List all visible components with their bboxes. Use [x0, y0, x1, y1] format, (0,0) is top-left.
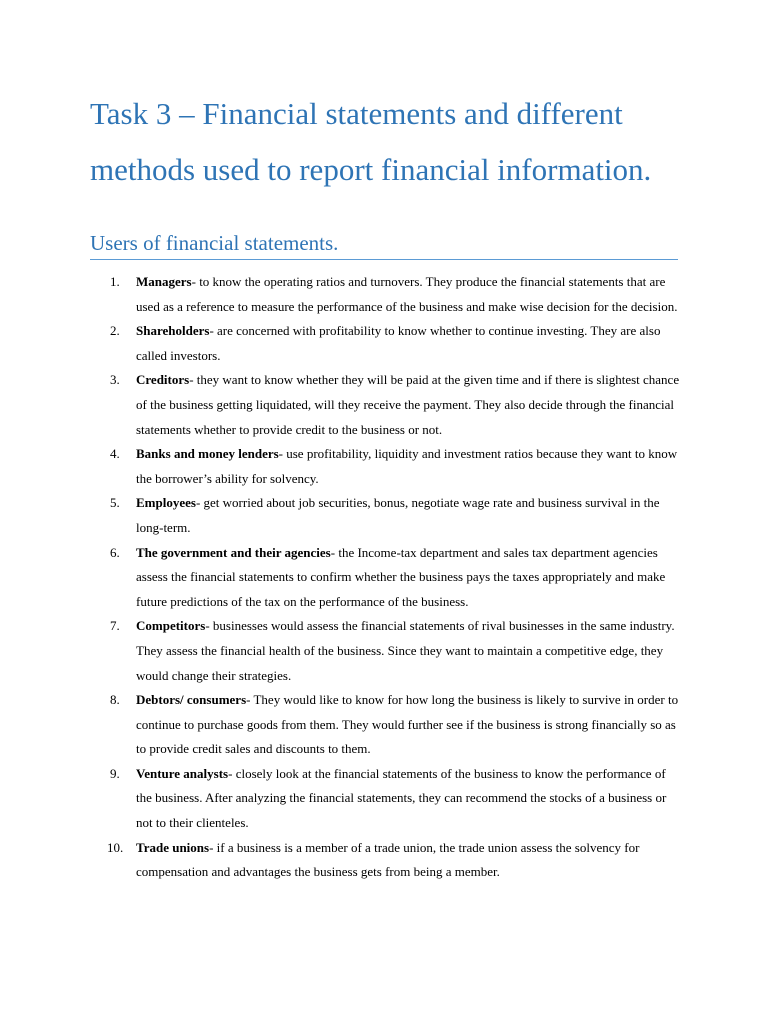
list-text: - they want to know whether they will be paid at the given time and if there is slightest chance of the business getting liquidated, will they receive the payment. They also decide through the financial statements whether to provide credit to the business or not.	[136, 372, 680, 437]
list-text: - closely look at the financial statements of the business to know the performance of the business. After analyzing the financial statements, they can recommend the stocks of a business or not to their clienteles.	[136, 765, 667, 831]
list-text: - They would like to know for how long the business is likely to survive in order to continue to purchase goods from them. They would further see if the business is strong financially so as to provide credit sales and discounts to them.	[136, 692, 679, 757]
list-text: - to know the operating ratios and turnovers. They produce the financial statements that are used as a reference to measure the performance of the business and make wise decision for the decision.	[136, 274, 678, 314]
list-number: 3.	[110, 372, 120, 388]
list-item	[90, 319, 682, 368]
list-item	[90, 368, 682, 442]
section-heading: Users of financial statements.	[90, 229, 678, 260]
list-number: 1.	[110, 274, 120, 289]
list-term: Managers	[136, 274, 192, 289]
list-term: Creditors	[136, 372, 190, 388]
page-title: Task 3 – Financial statements and different methods used to report financial information.	[90, 96, 652, 187]
list-term: Banks and money lenders	[136, 446, 279, 462]
list-text: - use profitability, liquidity and investment ratios because they want to know the borrower’s ability for solvency.	[136, 446, 678, 486]
list-number: 8.	[110, 692, 120, 708]
list-item	[90, 614, 682, 688]
list-text: - get worried about job securities, bonus, negotiate wage rate and business survival in the long-term.	[136, 495, 660, 535]
list-number: 5.	[110, 495, 120, 511]
list-item	[90, 541, 682, 615]
list-term: Debtors/ consumers	[136, 692, 247, 708]
list-term: Venture analysts	[136, 765, 229, 781]
list-item	[90, 270, 682, 319]
list-number: 6.	[110, 544, 120, 560]
list-text: - if a business is a member of a trade union, the trade union assess the solvency for compensation and advantages the business gets from being a member.	[136, 839, 640, 880]
list-number: 2.	[110, 323, 120, 339]
list-number: 9.	[110, 765, 120, 781]
list-number: 7.	[110, 618, 120, 634]
list-term: Shareholders	[136, 323, 210, 339]
list-text: - businesses would assess the financial statements of rival businesses in the same industry. They assess the financial health of the business. Since they want to maintain a competitive edge, they would change their strategies.	[136, 618, 675, 683]
list-item	[90, 442, 682, 491]
list-term: The government and their agencies	[136, 544, 331, 560]
list-number: 10.	[107, 839, 124, 855]
list-item	[90, 836, 682, 885]
users-list	[90, 270, 682, 885]
list-item	[90, 762, 682, 836]
list-text: - the Income-tax department and sales tax department agencies assess the financial statements to confirm whether the business pays the taxes appropriately and make future predictions of the tax on the performance of the business.	[136, 544, 666, 609]
list-term: Employees	[136, 495, 196, 511]
list-item	[90, 688, 682, 762]
list-number: 4.	[110, 446, 120, 462]
list-term: Competitors	[136, 618, 206, 634]
list-text: - are concerned with profitability to know whether to continue investing. They are also called investors.	[136, 323, 661, 363]
list-term: Trade unions	[136, 839, 210, 855]
list-item	[90, 491, 682, 540]
